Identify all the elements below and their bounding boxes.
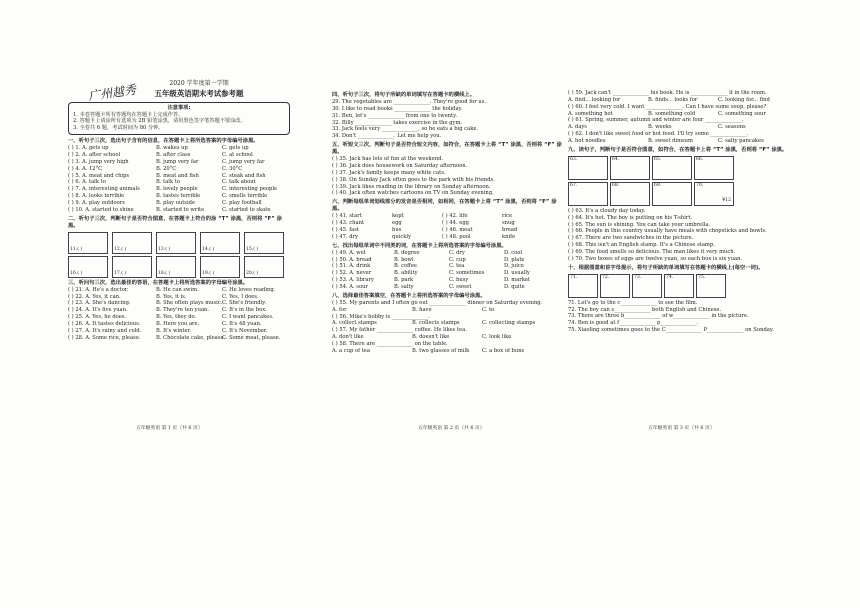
option: B. sweet dimsum (648, 138, 693, 145)
question-line: ( ) 70. Two boxes of eggs are twelve yuan, so each box is six yuan. (568, 255, 743, 262)
question-line: 73. There are three b______________ of w______________ in the picture. (568, 313, 749, 320)
question-cell: ( ) 51. A. drink (332, 263, 371, 270)
picture-box: 74. (664, 274, 694, 298)
notice-title: 注意事项: (167, 104, 191, 111)
question-cell: ( ) 10. A. started to shine (68, 206, 134, 213)
question-55: ( ) 55. My parents and I often go out ______________ dinner on Saturday evening. (332, 299, 543, 306)
question-cell: B. started to write (156, 206, 205, 213)
question-line: ( ) 63. It's a cloudy day today. (568, 207, 646, 214)
question-line: 30. I like to read books ______________ the holiday. (332, 105, 463, 112)
option: A. something hot (568, 110, 613, 117)
question-cell: C. steak and fish (222, 172, 266, 179)
question-cell: ( ) 24. A. It's five yuan. (68, 307, 128, 314)
question-cell: ( ) 21. A. He's a doctor. (68, 286, 129, 293)
question-cell: ( ) 49. A. wet (332, 249, 366, 256)
option: A. hot noodles (568, 138, 606, 145)
question-cell: ( ) 45. fast (332, 226, 360, 233)
picture-box: 68. (610, 182, 650, 206)
notice-line: 3. 全卷共 6 题，考试时间为 80 分钟。 (73, 125, 164, 132)
question-cell: ( ) 6. A. talk to (68, 179, 106, 186)
question-line: 32. Billy ______________ takes exercise in the gym. (332, 119, 463, 126)
question-row (332, 284, 562, 291)
page-1-footer: 五年级英语 第 1 页（共 6 页） (136, 426, 203, 431)
question-cell: C. play football (222, 199, 262, 206)
question-line: ( ) 68. This isn't an English stamp. It's a Chinese stamp. (568, 242, 715, 249)
option: C. look like (482, 334, 512, 341)
option: C. seasons (718, 124, 746, 131)
question-row (332, 234, 562, 241)
question-59: ( ) 59. Jack can't ______________ his book. He is ______________ it in the room. (568, 90, 767, 96)
question-cell: ( ) 53. A. library (332, 277, 374, 284)
question-row (68, 200, 290, 207)
section-6-title: 六、判断每组单词划线部分的发音是否相同，如相同，在答题卡上将 “T” 涂黑，否则将 “F” 涂黑。 (332, 199, 557, 213)
section-3-list (68, 287, 290, 342)
section-9-title: 九、读句子，判断句子是否符合图意，如符合，在答题卡上将 “T” 涂黑，否则将 “F” 涂黑。 (568, 146, 788, 153)
picture-box: 64. (610, 156, 650, 180)
option: B. finds... looks for (648, 96, 698, 103)
question-row (68, 321, 290, 328)
question-cell: B. It's winter. (156, 327, 192, 334)
picture-box: 11.( ) (68, 232, 108, 254)
question-cell: C. talk about (222, 179, 256, 186)
question-cell: D. cool (504, 249, 523, 256)
question-cell: C. dry (449, 249, 465, 256)
option: A. days (568, 124, 588, 131)
section-9-pictures-row-a (568, 156, 790, 180)
section-1-title: 一、听句子三次，选出句子含有的信息，在答题卡上将所选答案的字母编号涂黑。 (68, 138, 259, 145)
question-cell: ( ) 52. A. never (332, 270, 372, 277)
question-cell: bread (502, 226, 518, 233)
question-61: ( ) 61. Spring, summer, autumn and winter are four ______________. (568, 117, 743, 124)
question-cell: C. gets up (222, 145, 249, 152)
question-row (68, 314, 290, 321)
question-cell: quickly (392, 233, 411, 240)
picture-box: 14.( ) (200, 232, 240, 254)
picture-box: 70. ¥12 (694, 182, 734, 206)
question-cell: B. They're ten yuan. (156, 307, 210, 314)
question-cell: ( ) 48. pool (442, 233, 471, 240)
section-5-list (332, 156, 562, 197)
section-2-pictures-row-a (68, 232, 290, 254)
question-62: ( ) 62. I don't like sweet food or hot food. I'll try some ______________. (568, 131, 749, 138)
question-cell: B. ability (394, 270, 418, 277)
question-line: ( ) 38. On Sunday Jack often goes to the park with his friends. (332, 176, 495, 183)
question-cell: D. plate (504, 256, 525, 263)
section-2-pictures-row-b (68, 256, 290, 278)
question-row (68, 335, 290, 342)
question-row (68, 328, 290, 335)
question-cell: kept (392, 213, 404, 220)
question-cell: snug (502, 220, 515, 227)
section-1-list (68, 145, 290, 214)
handwritten-signature: 广州越秀 (87, 82, 137, 104)
question-row (332, 227, 562, 234)
question-cell: C. jump very far (222, 158, 265, 165)
question-line: 33. Jack feels very ______________, so he eats a big cake. (332, 126, 479, 133)
question-cell: C. at school (222, 151, 253, 158)
question-cell: C. 30°C (222, 165, 243, 172)
question-cell: B. lovely people (156, 186, 198, 193)
question-57-options (332, 334, 562, 341)
notice-box (68, 102, 290, 135)
question-cell: ( ) 25. A. Yes, he does. (68, 314, 127, 321)
question-line: ( ) 37. Jack's family keeps many white cats. (332, 169, 446, 176)
question-cell: B. talk to (156, 179, 180, 186)
option: B. something cold (648, 110, 696, 117)
question-cell: B. salty (394, 283, 414, 290)
picture-box: 18.( ) (156, 256, 196, 278)
section-10-list (568, 300, 790, 334)
picture-box: 65. (652, 156, 692, 180)
question-cell: C. He loves reading. (222, 286, 276, 293)
question-line: ( ) 36. Jack does housework on Saturday afternoon. (332, 162, 468, 169)
option: B. two glasses of milk (412, 347, 470, 354)
picture-box: 13.( ) (156, 232, 196, 254)
question-cell: C. cup (449, 256, 466, 263)
section-2-title: 二、听句子三次，判断句子是否符合图意，在答题卡上符合的涂 “T” 涂黑，否则将 “F” 涂黑。 (68, 215, 282, 229)
section-7-title: 七、找出每组单词中不同类的词，在答题卡上将所选答案的字母编号涂黑。 (332, 242, 507, 249)
question-cell: C. It's in the box. (222, 307, 267, 314)
price-tag: ¥12 (722, 197, 731, 203)
question-line: 72. The boy can s______________ both English and Chinese. (568, 306, 722, 313)
question-cell: C. busy (449, 277, 469, 284)
question-cell: egg (392, 220, 402, 227)
option: A. don't like (332, 334, 364, 341)
question-cell: ( ) 50. A. bread (332, 256, 372, 263)
question-line: 71. Let's go to the c______________ to see the film. (568, 299, 698, 306)
question-cell: rice (502, 213, 513, 220)
question-cell: ( ) 7. A. interesting animals (68, 186, 140, 193)
question-cell: C. Yes, I does. (222, 293, 259, 300)
question-cell: B. coffee (394, 263, 417, 270)
question-cell: B. jump very far (156, 158, 199, 165)
question-cell: ( ) 22. A. Yes, it can. (68, 293, 121, 300)
question-cell: ( ) 2. A. after school (68, 151, 121, 158)
option: A. for (332, 306, 347, 313)
question-cell: knife (502, 233, 516, 240)
picture-box: 12.( ) (112, 232, 152, 254)
question-cell: B. He can swim. (156, 286, 199, 293)
question-cell: ( ) 3. A. jump very high (68, 158, 129, 165)
question-line: 29. The vegetables are ______________. They're good for us. (332, 98, 487, 105)
question-cell: ( ) 5. A. meat and chips (68, 172, 130, 179)
page-3-footer: 五年级英语 第 3 页（共 6 页） (648, 426, 715, 431)
option: C. a box of buns (482, 347, 525, 354)
picture-box: 71. (568, 274, 598, 298)
section-10-pictures (568, 274, 790, 298)
page-3-column (568, 90, 790, 334)
question-row (68, 287, 290, 294)
option: A. collect stamps (332, 320, 377, 327)
option: C. looking for... find (718, 96, 770, 103)
section-5-title: 五、听短文三次，判断句子是否符合短文内容，如符合，在答题卡上将 “T” 涂黑，否则将 “F” 涂黑。 (332, 142, 562, 156)
question-cell: B. meat and fish (156, 172, 199, 179)
question-cell: ( ) 27. A. It's rainy and cold. (68, 327, 142, 334)
question-line: ( ) 65. The sun is shining. You can take your umbrella. (568, 221, 711, 228)
school-year: 2020 学年度第一学期 (169, 80, 229, 87)
option: C. to (482, 306, 495, 313)
picture-box: 16.( ) (68, 256, 108, 278)
question-cell: ( ) 46. meat (442, 226, 473, 233)
picture-box: 20.( ) (244, 256, 284, 278)
question-cell: ( ) 43. chant (332, 220, 365, 227)
question-cell: ( ) 26. A. It tastes delicious. (68, 320, 141, 327)
option: C. something sour (718, 110, 766, 117)
question-cell: B. after class (156, 151, 191, 158)
question-row (332, 220, 562, 227)
section-9-list (568, 208, 790, 263)
question-cell: D. usually (504, 270, 530, 277)
picture-box: 72. (600, 274, 630, 298)
question-cell: C. She's friendly. (222, 300, 267, 307)
option: B. doesn't like (412, 334, 450, 341)
question-59-options (568, 97, 790, 104)
question-56: ( ) 56. Mike's hobby is ______________. (332, 313, 430, 320)
question-line: ( ) 67. There are two sandwiches in the picture. (568, 235, 694, 242)
section-7-list (332, 250, 562, 291)
question-cell: D. market (504, 277, 531, 284)
question-cell: bus (392, 226, 402, 233)
question-cell: B. degree (394, 249, 420, 256)
question-line: ( ) 66. People in this country usually have meals with chopsticks and bowls. (568, 228, 767, 235)
section-3-title: 三、听问句三次，选出最佳的答语，在答题卡上将所选答案的字母编号涂黑。 (68, 279, 249, 286)
question-line: ( ) 64. It's hot. The boy is putting on his T-shirt. (568, 214, 693, 221)
question-cell: C. I want pancakes. (222, 314, 274, 321)
question-cell: B. play outside (156, 199, 196, 206)
question-cell: B. wakes up (156, 145, 188, 152)
page-2-footer: 五年级英语 第 2 页（共 6 页） (418, 426, 485, 431)
question-cell: ( ) 8. A. looks terrible (68, 193, 125, 200)
question-cell: ( ) 54. A. sour (332, 283, 368, 290)
section-4-list (332, 99, 562, 140)
page-2-column (332, 90, 562, 355)
picture-box: 17.( ) (112, 256, 152, 278)
question-cell: B. bowl (394, 256, 414, 263)
page-1-column (68, 80, 290, 342)
question-line: ( ) 40. Jack often watches cartoons on TV on Sunday evening. (332, 190, 494, 197)
question-row (68, 207, 290, 214)
question-cell: D. juice (504, 263, 524, 270)
question-cell: B. She often plays music. (156, 300, 223, 307)
question-cell: B. park (394, 277, 414, 284)
question-line: 34. Don't ______________. Let me help you. (332, 133, 442, 140)
question-row (332, 250, 562, 257)
picture-box: 67. (568, 182, 608, 206)
section-4-title: 四、听句子三次，将句子所缺的单词填写在答题卡的横线上。 (332, 92, 476, 98)
question-cell: ( ) 42. life (442, 213, 468, 220)
question-cell: ( ) 4. A. 12°C (68, 165, 103, 172)
section-6-list (332, 213, 562, 240)
question-cell: B. Chocolate cake, please. (156, 334, 226, 341)
question-cell: ( ) 9. A. play outdoors (68, 199, 125, 206)
question-58: ( ) 58. There are ______________ on the table. (332, 340, 448, 347)
question-row (332, 277, 562, 284)
picture-box: 15.( ) (244, 232, 284, 254)
question-cell: ( ) 47. dry (332, 233, 358, 240)
picture-box: 69. (652, 182, 692, 206)
question-cell: B. 20°C (156, 165, 177, 172)
question-cell: ( ) 28. A. Some rice, please. (68, 334, 141, 341)
question-line: 31. Ben, let's ______________ from one to twenty. (332, 112, 457, 119)
option: A. find... looking for (568, 96, 621, 103)
question-cell: B. Yes, they do. (156, 314, 197, 321)
section-8-title: 八、选择最佳答案填空，在答题卡上将所选答案的字母编号涂黑。 (332, 292, 486, 299)
picture-box: 63. (568, 156, 608, 180)
question-cell: D. quite (504, 283, 525, 290)
notice-line: 1. 本卷答题卡所有答题均在答题卡上完成作答。 (73, 111, 184, 118)
question-cell: C. sometimes (449, 270, 485, 277)
question-line: 74. Ben is good at f______________ p______________. (568, 320, 699, 327)
question-cell: C. It's November. (222, 327, 268, 334)
question-cell: C. started to skate (222, 206, 271, 213)
picture-box: 73. (632, 274, 662, 298)
picture-box: 19.( ) (200, 256, 240, 278)
question-row (68, 152, 290, 159)
question-cell: C. Some meat, please. (222, 334, 281, 341)
option: B. collects stamps (412, 320, 460, 327)
picture-box: 66. (694, 156, 734, 180)
section-9-pictures-row-b (568, 182, 790, 206)
notice-line: 2. 答题卡上请涂所有选项为 2B 铅笔涂黑，请用黑色签字笔答题不要涂改。 (73, 118, 246, 125)
question-62-options (568, 138, 790, 145)
question-58-options (332, 348, 562, 355)
question-row (68, 166, 290, 173)
question-cell: B. tastes terrible (156, 193, 201, 200)
question-cell: B. Here you are. (156, 320, 200, 327)
option: B. weeks (648, 124, 672, 131)
question-line: ( ) 35. Jack has lots of fun at the weekend. (332, 156, 444, 163)
question-row (68, 193, 290, 200)
question-cell: ( ) 41. start (332, 213, 362, 220)
question-cell: ( ) 23. A. She's dancing. (68, 300, 131, 307)
exam-title: 五年级英语期末考试参考题 (154, 88, 244, 98)
question-line: ( ) 69. The food smells so delicious. The man likes it very much. (568, 249, 736, 256)
question-row (68, 145, 290, 152)
picture-box: 75. (696, 274, 726, 298)
section-10-title: 十、根据图意和首字母提示，将句子所缺的单词填写在答题卡的横线上(每空一词)。 (568, 264, 764, 271)
question-cell: ( ) 44. egg (442, 220, 469, 227)
question-57: ( ) 57. My father ______________ coffee. He likes tea. (332, 327, 467, 334)
question-cell: ( ) 1. A. gets up (68, 145, 109, 152)
question-row (68, 159, 290, 166)
option: A. a cup of tea (332, 347, 370, 354)
question-cell: B. Yes, it is. (156, 293, 187, 300)
option: C. salty pancakes (718, 138, 764, 145)
question-cell: C. interesting people (222, 186, 278, 193)
question-line: 75. Xiaoling sometimes goes to the C______________ P______________ on Sunday. (568, 327, 774, 334)
option: B. have (412, 306, 432, 313)
question-55-options (332, 307, 562, 314)
question-cell: C. sweet (449, 283, 472, 290)
question-line: ( ) 39. Jack likes reading in the library on Sunday afternoon. (332, 183, 491, 190)
question-cell: C. tea (449, 263, 465, 270)
question-cell: C. It's 48 yuan. (222, 320, 262, 327)
question-cell: C. smells terrible (222, 193, 268, 200)
question-60: ( ) 60. I feel very cold. I want ______________. Can I have some soup, please? (568, 103, 767, 110)
option: C. collecting stamps (482, 320, 536, 327)
